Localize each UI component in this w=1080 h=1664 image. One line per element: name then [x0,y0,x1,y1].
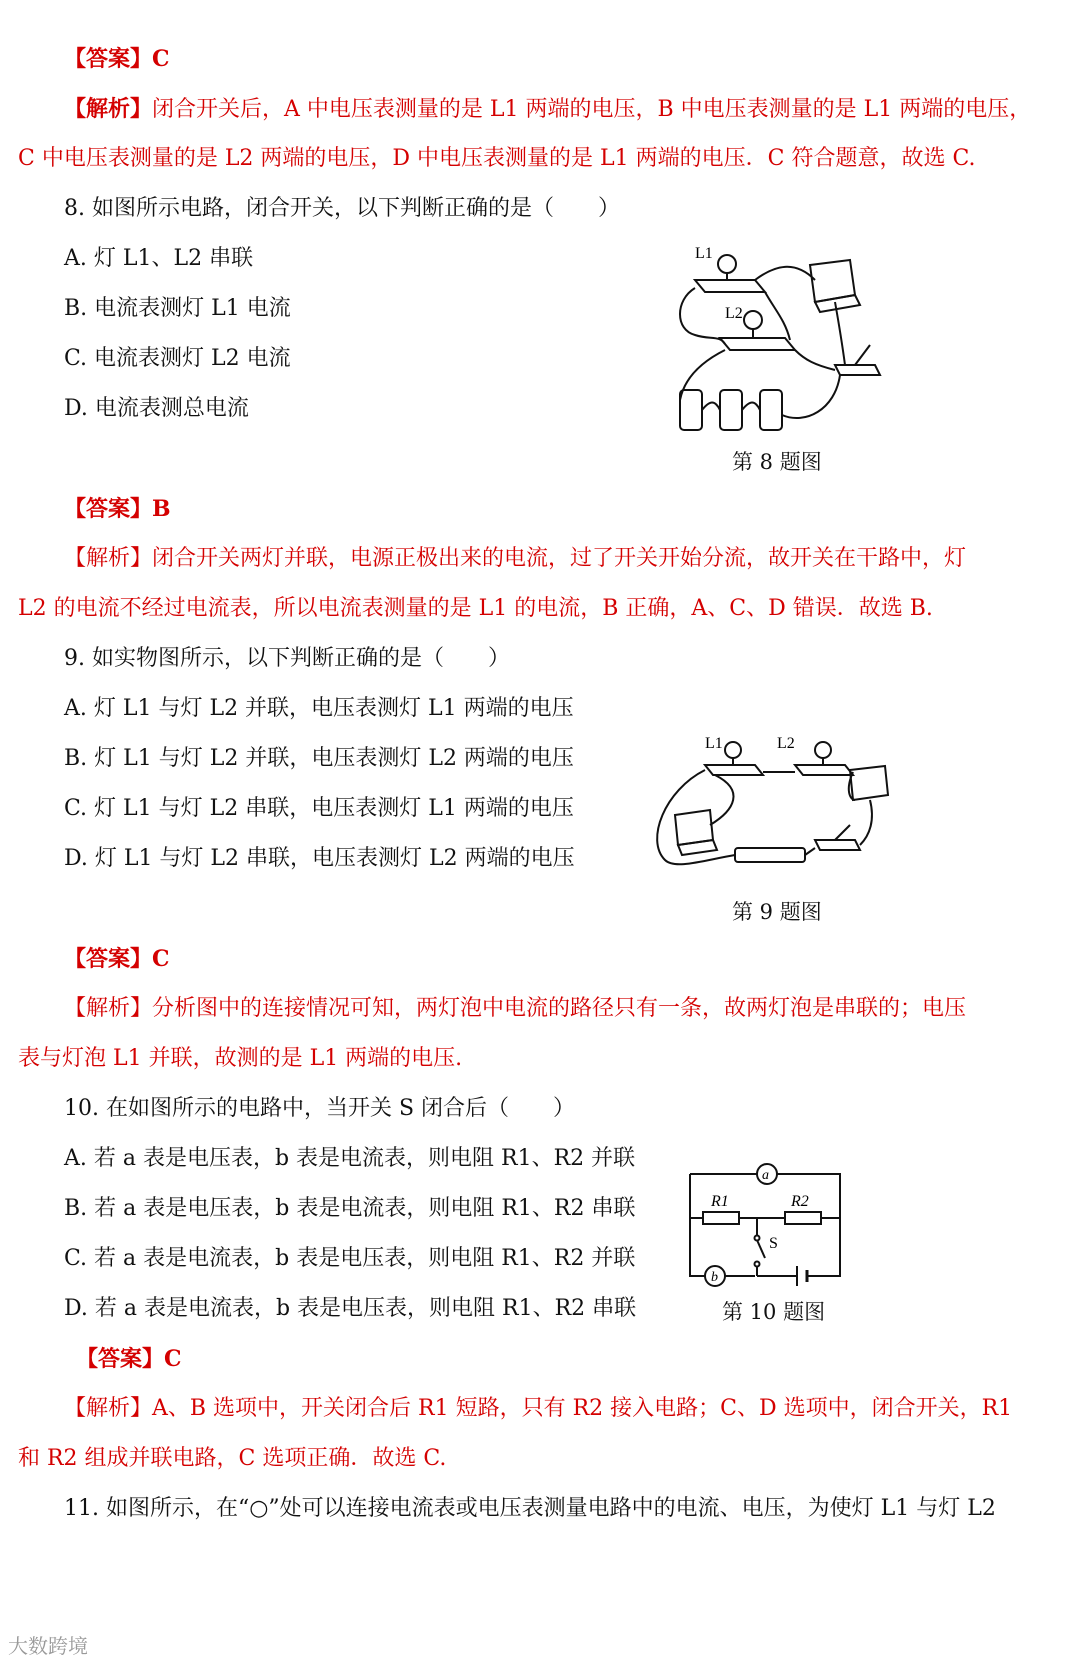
q9-option-b: B. 灯 L1 与灯 L2 并联，电压表测灯 L2 两端的电压 [64,746,574,771]
q10-fig-label-a: a [762,1168,769,1183]
q9-circuit-figure [645,730,895,880]
q10-answer: 【答案】C [76,1346,182,1372]
q10-stem: 10. 在如图所示的电路中，当开关 S 闭合后（ ） [64,1096,576,1121]
q9-analysis-line1: 【解析】分析图中的连接情况可知，两灯泡中电流的路径只有一条，故两灯泡是串联的；电压 [64,996,967,1021]
q10-fig-label-r2: R2 [791,1193,809,1210]
q10-analysis-line1: 【解析】A、B 选项中，开关闭合后 R1 短路，只有 R2 接入电路；C、D 选项中，闭合开关，R1 [64,1396,1013,1421]
q8-circuit-figure [665,240,885,440]
q9-option-d: D. 灯 L1 与灯 L2 串联，电压表测灯 L2 两端的电压 [64,846,575,871]
q8-option-d: D. 电流表测总电流 [64,396,249,421]
q7-analysis-text: 闭合开关后，A 中电压表测量的是 L1 两端的电压，B 中电压表测量的是 L1 两端的电压， [152,97,1032,122]
q10-analysis-line2: 和 R2 组成并联电路，C 选项正确．故选 C. [18,1446,447,1471]
q9-figure-caption: 第 9 题图 [732,900,822,924]
q8-figure-caption: 第 8 题图 [732,450,822,474]
q9-fig-label-l2: L2 [777,735,795,752]
q10-figure-caption: 第 10 题图 [722,1300,826,1324]
q10-option-d: D. 若 a 表是电流表，b 表是电压表，则电阻 R1、R2 串联 [64,1296,637,1321]
q8-option-a: A. 灯 L1、L2 串联 [64,246,254,271]
q8-fig-label-l2: L2 [725,305,743,322]
q7-analysis-line1 [64,94,1031,125]
watermark: 大数跨境 [8,1634,88,1658]
q8-option-c: C. 电流表测灯 L2 电流 [64,346,291,371]
q10-fig-label-b: b [711,1270,718,1285]
q10-option-c: C. 若 a 表是电流表，b 表是电压表，则电阻 R1、R2 并联 [64,1246,636,1271]
q10-circuit-figure [685,1156,855,1296]
q9-fig-label-l1: L1 [705,735,723,752]
q10-fig-label-r1: R1 [711,1193,729,1210]
q8-answer: 【答案】B [64,496,171,522]
q9-answer: 【答案】C [64,946,170,972]
q7-analysis-line2: C 中电压表测量的是 L2 两端的电压，D 中电压表测量的是 L1 两端的电压．C 符合题意，故选 C. [18,146,976,171]
q9-option-a: A. 灯 L1 与灯 L2 并联，电压表测灯 L1 两端的电压 [64,696,574,721]
q9-option-c: C. 灯 L1 与灯 L2 串联，电压表测灯 L1 两端的电压 [64,796,574,821]
q8-option-b: B. 电流表测灯 L1 电流 [64,296,291,321]
q9-analysis-line2: 表与灯泡 L1 并联，故测的是 L1 两端的电压. [18,1046,463,1071]
q10-fig-label-s: S [769,1235,778,1252]
q8-fig-label-l1: L1 [695,245,713,262]
q10-option-a: A. 若 a 表是电压表，b 表是电流表，则电阻 R1、R2 并联 [64,1146,636,1171]
q11-stem: 11. 如图所示，在“○”处可以连接电流表或电压表测量电路中的电流、电压，为使灯 L1 与灯 L2 [64,1496,996,1521]
q9-stem: 9. 如实物图所示，以下判断正确的是（ ） [64,646,510,671]
q8-analysis-line1: 【解析】闭合开关两灯并联，电源正极出来的电流，过了开关开始分流，故开关在干路中，灯 [64,546,967,571]
q8-analysis-line2: L2 的电流不经过电流表，所以电流表测量的是 L1 的电流，B 正确，A、C、D 错误．故选 B. [18,596,933,621]
q10-option-b: B. 若 a 表是电压表，b 表是电流表，则电阻 R1、R2 串联 [64,1196,636,1221]
q8-stem: 8. 如图所示电路，闭合开关，以下判断正确的是（ ） [64,196,620,221]
q7-answer: 【答案】C [64,46,170,72]
q7-analysis-label: 【解析】 [64,96,153,122]
